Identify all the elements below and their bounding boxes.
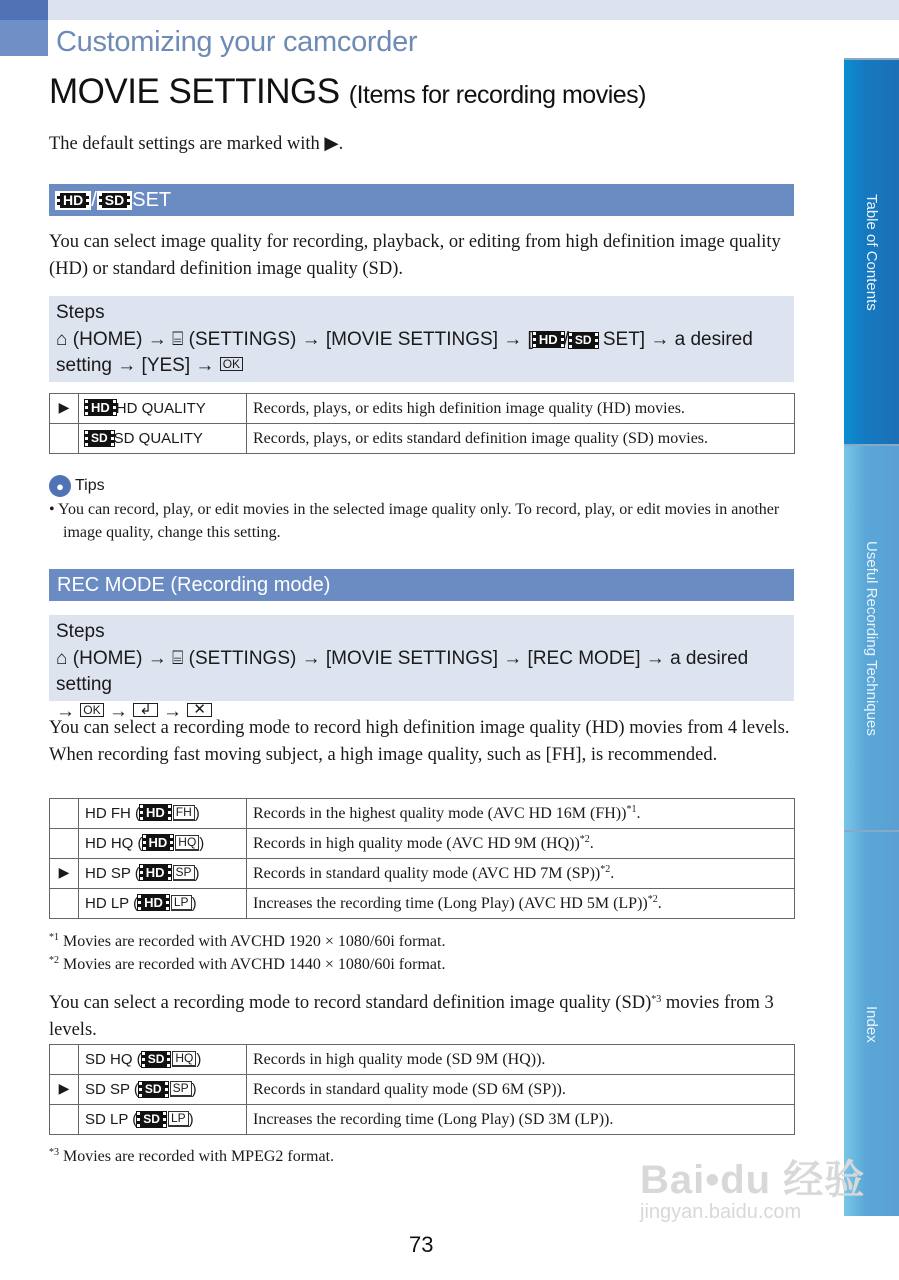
- option-name: SD LP ( SD LP ): [79, 1105, 247, 1135]
- hd-badge-icon: HD: [533, 332, 564, 347]
- table-row: [50, 1075, 795, 1105]
- side-tab-table-of-contents[interactable]: [844, 58, 899, 444]
- settings-toolbox-icon: ⌸: [171, 647, 184, 669]
- table-row: [50, 394, 795, 424]
- table-row: [50, 1045, 795, 1075]
- desc-text: Records in the highest quality mode (AVC HD 16M (FH)): [253, 805, 627, 822]
- separator: /: [563, 328, 569, 350]
- home-icon: ⌂: [56, 328, 68, 350]
- mode-fh-icon: FH: [173, 805, 195, 821]
- hd-badge-icon: HD: [143, 835, 174, 850]
- empty-marker: [50, 1045, 79, 1075]
- table-row: [50, 799, 795, 829]
- option-label: HD LP: [85, 895, 129, 912]
- separator: /: [91, 188, 97, 211]
- steps-label: Steps: [56, 621, 105, 642]
- arrow-icon: →: [56, 700, 75, 722]
- watermark-url: jingyan.baidu.com: [640, 1201, 802, 1223]
- footnote-ref: *2: [647, 894, 658, 905]
- default-marker-icon: ▶: [50, 1075, 79, 1105]
- sd-badge-icon: SD: [99, 193, 130, 208]
- mode-lp-icon: LP: [171, 895, 192, 911]
- option-label: HD SP: [85, 865, 131, 882]
- desc-text: Records in standard quality mode (AVC HD 7M (SP)): [253, 865, 601, 882]
- default-note: The default settings are marked with ▶.: [49, 134, 344, 154]
- arrow-icon: →: [147, 647, 167, 669]
- table-row: [50, 859, 795, 889]
- page-title-main: MOVIE SETTINGS: [49, 72, 340, 111]
- header-band: [0, 0, 899, 20]
- steps-label: Steps: [56, 302, 105, 323]
- step-settings: (SETTINGS): [188, 647, 297, 669]
- arrow-icon: →: [147, 328, 167, 350]
- step-desired: a desired setting: [56, 647, 749, 695]
- default-marker-icon: ▶: [50, 859, 79, 889]
- footnote-mark: *2: [49, 955, 59, 966]
- footnote-text: Movies are recorded with MPEG2 format.: [59, 1148, 335, 1165]
- side-tab-label: Useful Recording Techniques: [863, 540, 880, 736]
- option-label: HD FH: [85, 805, 131, 822]
- footnote-ref: *1: [626, 804, 637, 815]
- option-name: HD HQ ( HD HQ ): [79, 829, 247, 859]
- hd-intro: You can select a recording mode to record high definition image quality (HD) movies from 4 levels. When recording fast moving subject, a high image quality, such as [FH], is recommended.: [49, 718, 790, 765]
- footnote-3: [49, 1142, 334, 1168]
- empty-marker: [50, 829, 79, 859]
- mode-sp-icon: SP: [170, 1081, 192, 1097]
- watermark-logo: Bai•du 经验: [640, 1158, 866, 1202]
- step-yes: [YES]: [141, 355, 191, 376]
- footnote-ref: *2: [579, 834, 590, 845]
- section-heading-hd-sd-set: [49, 184, 794, 216]
- option-label: HD QUALITY: [115, 400, 206, 417]
- empty-marker: [50, 889, 79, 919]
- step-home: (HOME): [72, 647, 143, 669]
- quality-options-table: [49, 393, 795, 454]
- option-desc: Increases the recording time (Long Play) (SD 3M (LP)).: [247, 1105, 795, 1135]
- sd-badge-icon: SD: [139, 1082, 168, 1097]
- option-desc: Records, plays, or edits standard definition image quality (SD) movies.: [247, 424, 795, 454]
- default-marker-icon: ▶: [50, 394, 79, 424]
- option-label: SD QUALITY: [113, 430, 203, 447]
- option-desc: Records in standard quality mode (SD 6M (SP)).: [247, 1075, 795, 1105]
- footnote-mark: *3: [49, 1147, 59, 1158]
- steps-box-rec-mode: [49, 615, 794, 722]
- option-desc: Records, plays, or edits high definition image quality (HD) movies.: [247, 394, 795, 424]
- baidu-watermark: [640, 1148, 865, 1224]
- step-movie-settings: [MOVIE SETTINGS]: [325, 647, 498, 669]
- table-row: [50, 829, 795, 859]
- steps-box-hd-sd-set: [49, 296, 794, 382]
- sd-intro-text-end: movies from 3 levels.: [49, 993, 774, 1040]
- table-row: [50, 424, 795, 454]
- tip-item: • You can record, play, or edit movies in the selected image quality only. To record, play, or edit movies in another image quality, change this setting.: [49, 501, 780, 541]
- page-number: 73: [409, 1232, 434, 1257]
- step-setting: setting: [56, 355, 112, 376]
- section-heading-text: SET: [132, 188, 172, 211]
- side-tab-label: Index: [863, 1005, 880, 1043]
- footnote-text: Movies are recorded with AVCHD 1920 × 1080/60i format.: [59, 933, 446, 950]
- home-icon: ⌂: [56, 647, 68, 669]
- page-title: [49, 72, 646, 112]
- step-desired: a desired: [674, 328, 753, 350]
- arrow-icon: →: [117, 355, 137, 376]
- hd-badge-icon: HD: [85, 400, 116, 415]
- hd-badge-icon: HD: [57, 193, 89, 208]
- close-button-icon: ✕: [187, 703, 212, 717]
- step-set: SET]: [602, 328, 646, 350]
- hd-badge-icon: HD: [140, 805, 171, 820]
- section1-intro: You can select image quality for recording, playback, or editing from high definition image quality (HD) or standard definition image quality (SD).: [49, 232, 781, 279]
- mode-lp-icon: LP: [168, 1111, 189, 1127]
- step-movie-settings: [MOVIE SETTINGS]: [325, 328, 498, 350]
- sd-badge-icon: SD: [142, 1052, 171, 1067]
- footnote-text: Movies are recorded with AVCHD 1440 × 1080/60i format.: [59, 956, 446, 973]
- section-heading-text: REC MODE (Recording mode): [57, 573, 331, 596]
- mode-hq-icon: HQ: [175, 835, 199, 851]
- option-label: HD HQ: [85, 835, 134, 852]
- tips-heading: [49, 475, 105, 497]
- steps-line: [56, 646, 787, 699]
- header-corner-block: [0, 0, 48, 20]
- step-rec-mode: [REC MODE]: [527, 647, 641, 669]
- option-name: HD SP ( HD SP ): [79, 859, 247, 889]
- option-label: SD SP: [85, 1081, 130, 1098]
- option-name: [79, 394, 247, 424]
- empty-marker: [50, 424, 79, 454]
- footnote-ref: *2: [600, 864, 611, 875]
- settings-toolbox-icon: ⌸: [171, 328, 184, 350]
- step-home: (HOME): [72, 328, 143, 350]
- tips-label: Tips: [75, 477, 105, 494]
- option-desc: Increases the recording time (Long Play) (AVC HD 5M (LP))$^{*2}$.: [247, 889, 795, 919]
- footnote-2: [49, 950, 445, 976]
- header-corner-block-lower: [0, 20, 48, 56]
- desc-text: Records in high quality mode (AVC HD 9M (HQ)): [253, 835, 580, 852]
- option-desc: Records in standard quality mode (AVC HD 7M (SP))$^{*2}$.: [247, 859, 795, 889]
- side-tab-label: Table of Contents: [863, 193, 880, 311]
- footnote-ref: *3: [651, 994, 662, 1005]
- side-tab-useful-recording-techniques[interactable]: [844, 444, 899, 830]
- option-name: HD FH ( HD FH ): [79, 799, 247, 829]
- steps-line: [56, 327, 787, 354]
- arrow-icon: →: [108, 700, 128, 722]
- chapter-title: Customizing your camcorder: [56, 26, 418, 58]
- option-name: SD SP ( SD SP ): [79, 1075, 247, 1105]
- arrow-icon: →: [645, 647, 665, 669]
- hd-badge-icon: HD: [140, 865, 171, 880]
- sd-badge-icon: SD: [569, 333, 598, 348]
- section-heading-rec-mode: [49, 569, 794, 601]
- arrow-icon: →: [301, 328, 321, 350]
- table-row: [50, 889, 795, 919]
- empty-marker: [50, 1105, 79, 1135]
- ok-button-icon: OK: [80, 703, 103, 717]
- steps-line-2: [56, 353, 787, 380]
- option-desc: Records in high quality mode (AVC HD 9M (HQ))$^{*2}$.: [247, 829, 795, 859]
- hd-rec-mode-table: [49, 798, 795, 919]
- hd-badge-icon: HD: [138, 895, 169, 910]
- ok-button-icon: OK: [220, 357, 243, 371]
- return-button-icon: ↲: [133, 703, 158, 717]
- desc-text: Increases the recording time (Long Play) (AVC HD 5M (LP)): [253, 895, 648, 912]
- lightbulb-icon: ●: [49, 475, 71, 497]
- sd-intro: [49, 987, 794, 1043]
- option-desc: Records in the highest quality mode (AVC HD 16M (FH))$^{*1}$.: [247, 799, 795, 829]
- page-title-sub: (Items for recording movies): [348, 81, 646, 109]
- sd-rec-mode-table: [49, 1044, 795, 1135]
- arrow-icon: →: [195, 355, 215, 376]
- footnote-mark: *1: [49, 932, 59, 943]
- option-name: HD LP ( HD LP ): [79, 889, 247, 919]
- mode-sp-icon: SP: [173, 865, 195, 881]
- arrow-icon: →: [503, 328, 523, 350]
- empty-marker: [50, 799, 79, 829]
- table-row: [50, 1105, 795, 1135]
- sd-badge-icon: SD: [137, 1112, 166, 1127]
- arrow-icon: →: [503, 647, 523, 669]
- option-label: SD HQ: [85, 1051, 133, 1068]
- step-settings: (SETTINGS): [188, 328, 297, 350]
- option-name: SD HQ ( SD HQ ): [79, 1045, 247, 1075]
- option-label: SD LP: [85, 1111, 129, 1128]
- option-name: [79, 424, 247, 454]
- option-desc: Records in high quality mode (SD 9M (HQ)).: [247, 1045, 795, 1075]
- arrow-icon: →: [163, 700, 183, 722]
- arrow-icon: →: [301, 647, 321, 669]
- mode-hq-icon: HQ: [172, 1051, 196, 1067]
- step-bracket: [: [527, 328, 533, 350]
- sd-intro-text: You can select a recording mode to record standard definition image quality (SD): [49, 993, 652, 1013]
- arrow-icon: →: [650, 328, 670, 350]
- sd-badge-icon: SD: [85, 431, 114, 446]
